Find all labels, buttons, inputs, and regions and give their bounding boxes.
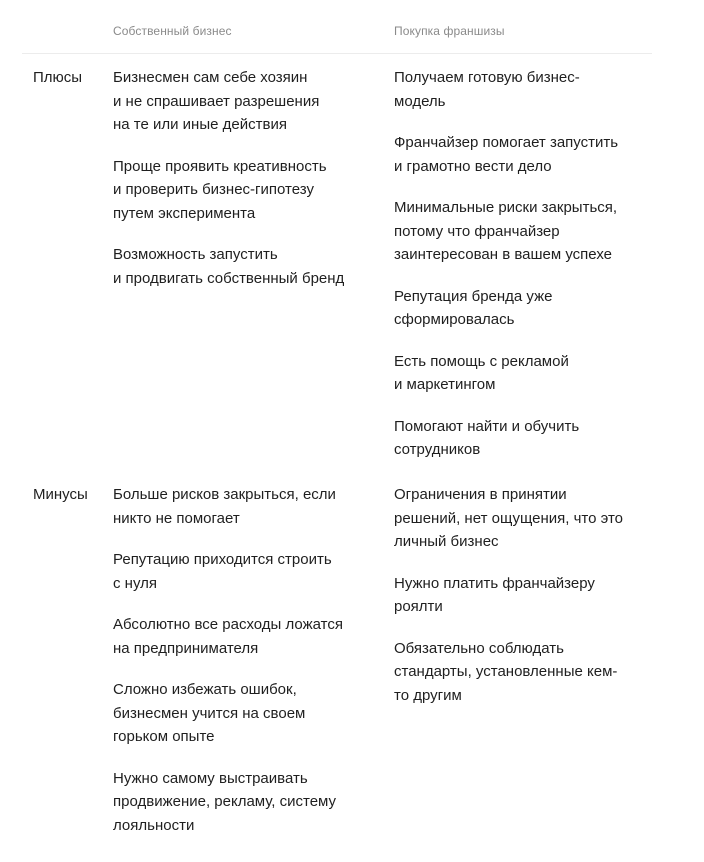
list-item: Репутация бренда уже сформировалась xyxy=(394,287,553,328)
list-item: Бизнесмен сам себе хозяин и не спрашивает разрешения на те или иные действия xyxy=(113,69,320,133)
list-item: Получаем готовую бизнес- модель xyxy=(394,69,580,110)
list-item: Франчайзер помогает запустить и грамотно вести дело xyxy=(394,134,619,175)
header-franchise: Покупка франшизы xyxy=(394,24,505,38)
list-item: Абсолютно все расходы ложатся на предпринимателя xyxy=(113,616,343,657)
list-item: Минимальные риски закрыться, потому что франчайзер заинтересован в вашем успехе xyxy=(394,199,618,263)
list-item: Нужно платить франчайзеру роялти xyxy=(394,574,595,615)
header-own-business: Собственный бизнес xyxy=(113,24,232,38)
row-label-pros: Плюсы xyxy=(33,69,83,86)
comparison-table xyxy=(22,0,652,834)
list-item: Ограничения в принятии решений, нет ощущения, что это личный бизнес xyxy=(394,486,623,550)
cell-cons-franchise xyxy=(394,483,646,725)
list-item: Сложно избежать ошибок, бизнесмен учится на своем горьком опыте xyxy=(113,681,306,745)
cell-cons-own-business xyxy=(113,483,375,855)
row-label-cons: Минусы xyxy=(33,486,88,503)
list-item: Обязательно соблюдать стандарты, установленные кем- то другим xyxy=(394,639,618,704)
list-item: Нужно самому выстраивать продвижение, рекламу, систему лояльности xyxy=(113,769,337,834)
table-header xyxy=(22,0,652,54)
cell-pros-franchise xyxy=(394,66,646,480)
list-item: Больше рисков закрыться, если никто не помогает xyxy=(113,486,336,527)
list-item: Проще проявить креативность и проверить бизнес-гипотезу путем эксперимента xyxy=(113,157,327,222)
cell-pros-own-business xyxy=(113,66,375,308)
list-item: Возможность запустить и продвигать собственный бренд xyxy=(113,246,345,287)
list-item: Есть помощь с рекламой и маркетингом xyxy=(394,352,569,393)
list-item: Репутацию приходится строить с нуля xyxy=(113,551,332,592)
list-item: Помогают найти и обучить сотрудников xyxy=(394,417,580,458)
